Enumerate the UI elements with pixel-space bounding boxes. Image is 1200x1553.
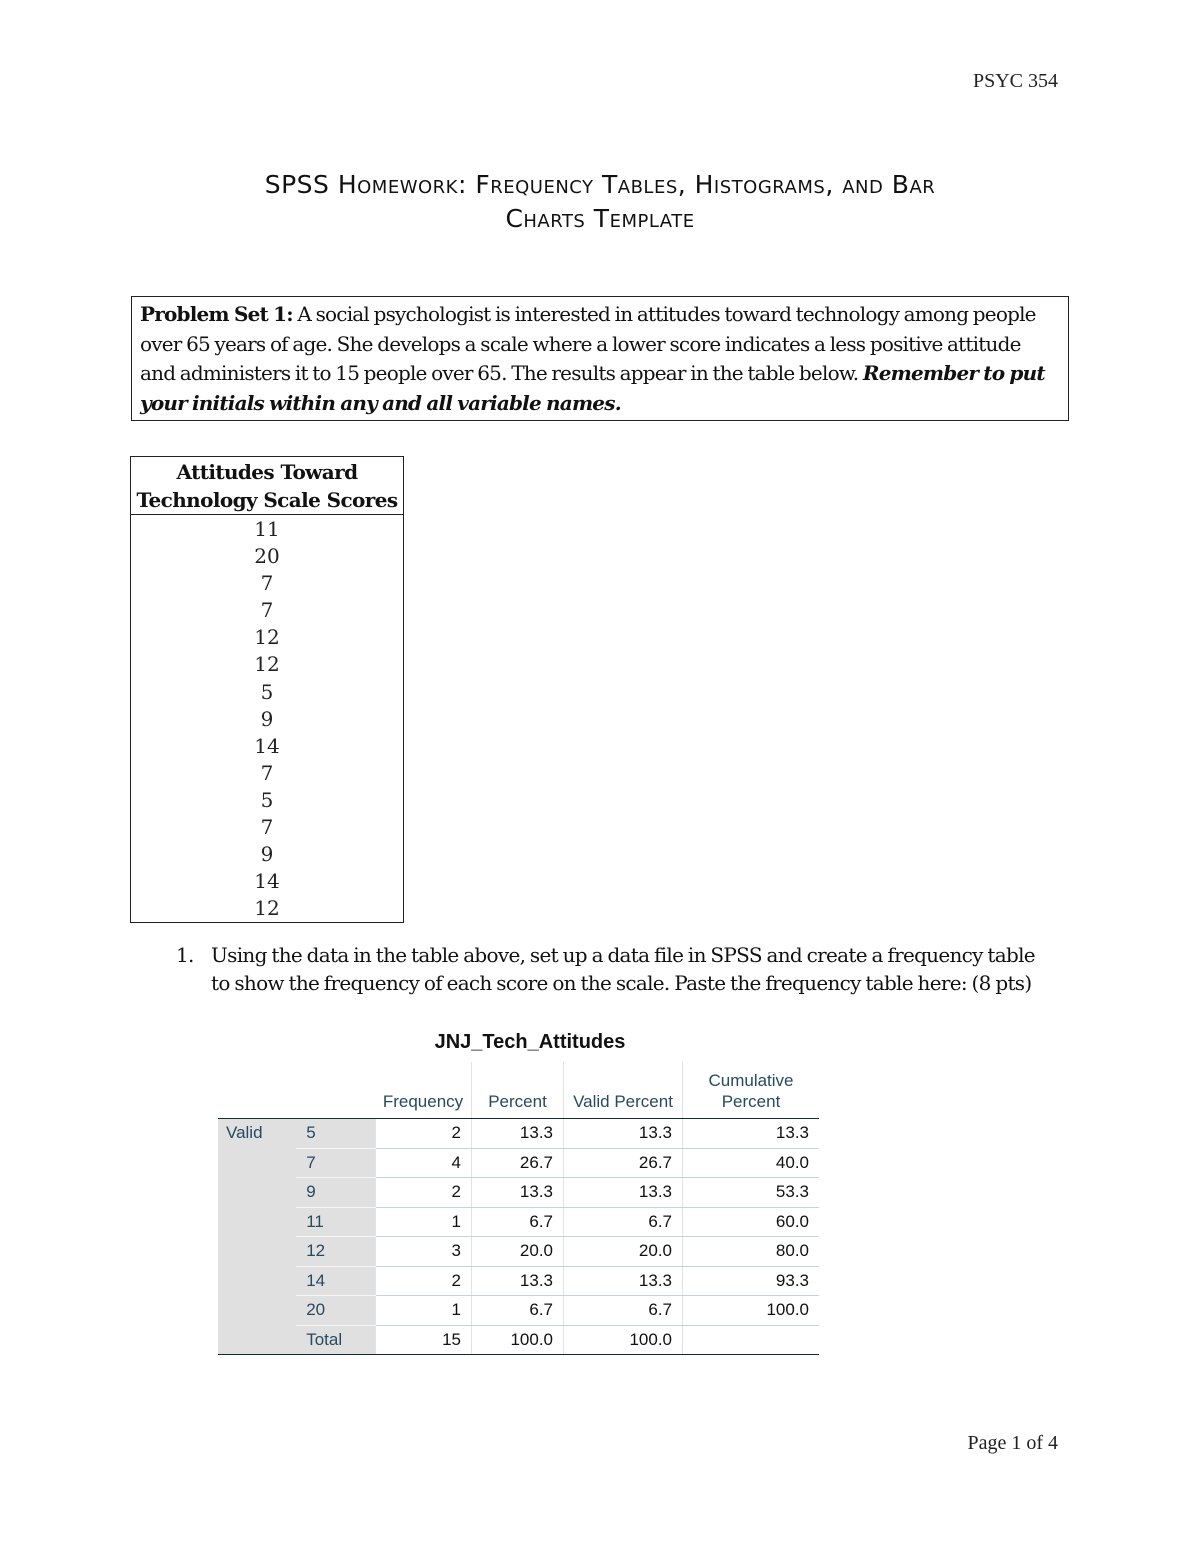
row-group-label: Valid [218, 1119, 296, 1355]
scores-header-line-1: Attitudes Toward [176, 460, 358, 484]
table-row [218, 1296, 819, 1326]
row-label: 14 [296, 1266, 375, 1296]
row-label: 9 [296, 1178, 375, 1208]
cell-frequency: 1 [375, 1296, 472, 1326]
table-row [218, 1237, 819, 1267]
course-code: PSYC 354 [972, 70, 1058, 92]
col-valid-percent: Valid Percent [564, 1062, 683, 1119]
cell-cumulative-percent: 80.0 [683, 1237, 820, 1267]
frequency-table [218, 1062, 819, 1355]
cell-cumulative-percent [683, 1325, 820, 1355]
col-frequency: Frequency [375, 1062, 472, 1119]
question-1 [176, 941, 1056, 997]
row-label: 7 [296, 1148, 375, 1178]
cell-valid-percent: 6.7 [564, 1207, 683, 1237]
question-text: Using the data in the table above, set up a data file in SPSS and create a frequency table to show the frequency of each score on the scale. Paste the frequency table here: (8 pts) [211, 943, 1035, 995]
cell-valid-percent: 6.7 [564, 1296, 683, 1326]
cell-cumulative-percent: 93.3 [683, 1266, 820, 1296]
score-value: 12 [254, 625, 280, 650]
cell-percent: 13.3 [472, 1266, 564, 1296]
score-value: 9 [260, 706, 274, 731]
page-number: Page 1 of 4 [967, 1432, 1058, 1454]
title-line-2: Charts Template [505, 204, 695, 233]
cell-cumulative-percent: 100.0 [683, 1296, 820, 1326]
scores-list [131, 515, 403, 922]
cell-frequency: 4 [375, 1148, 472, 1178]
row-label: 20 [296, 1296, 375, 1326]
cell-cumulative-percent: 40.0 [683, 1148, 820, 1178]
col-percent: Percent [472, 1062, 564, 1119]
score-value: 9 [260, 842, 274, 867]
problem-set-emphasis: Remember to put your initials within any and all variable names. [140, 361, 1045, 415]
cell-valid-percent: 20.0 [564, 1237, 683, 1267]
cell-valid-percent: 26.7 [564, 1148, 683, 1178]
cell-frequency: 2 [375, 1119, 472, 1149]
cell-valid-percent: 100.0 [564, 1325, 683, 1355]
cell-frequency: 1 [375, 1207, 472, 1237]
score-value: 12 [254, 896, 280, 921]
header-blank-cell [218, 1062, 375, 1119]
cell-percent: 100.0 [472, 1325, 564, 1355]
score-value: 7 [260, 598, 274, 623]
score-value: 14 [254, 733, 280, 758]
cell-percent: 20.0 [472, 1237, 564, 1267]
cell-cumulative-percent: 53.3 [683, 1178, 820, 1208]
table-row [218, 1148, 819, 1178]
cell-percent: 6.7 [472, 1296, 564, 1326]
col-cumulative-percent: Cumulative Percent [683, 1062, 820, 1119]
score-value: 5 [260, 679, 274, 704]
row-label: 11 [296, 1207, 375, 1237]
score-value: 14 [254, 869, 280, 894]
cell-valid-percent: 13.3 [564, 1178, 683, 1208]
title-line-1: SPSS Homework: Frequency Tables, Histograms, and Bar [264, 170, 936, 199]
cell-percent: 13.3 [472, 1119, 564, 1149]
table-row [218, 1266, 819, 1296]
row-label: Total [296, 1325, 375, 1355]
cell-frequency: 2 [375, 1266, 472, 1296]
frequency-table-title: JNJ_Tech_Attitudes [434, 1031, 626, 1053]
table-row [218, 1119, 819, 1149]
cell-percent: 13.3 [472, 1178, 564, 1208]
cell-valid-percent: 13.3 [564, 1266, 683, 1296]
cell-cumulative-percent: 13.3 [683, 1119, 820, 1149]
row-label: 5 [296, 1119, 375, 1149]
scores-table [130, 456, 404, 923]
score-value: 7 [260, 760, 274, 785]
row-label: 12 [296, 1237, 375, 1267]
table-row [218, 1207, 819, 1237]
scores-header-line-2: Technology Scale Scores [136, 488, 398, 512]
score-value: 12 [254, 652, 280, 677]
score-value: 7 [260, 815, 274, 840]
score-value: 5 [260, 787, 274, 812]
cell-frequency: 2 [375, 1178, 472, 1208]
cell-frequency: 15 [375, 1325, 472, 1355]
score-value: 7 [260, 571, 274, 596]
problem-set-box [131, 296, 1069, 421]
score-value: 20 [254, 544, 280, 569]
frequency-table-body [218, 1119, 819, 1355]
cell-valid-percent: 13.3 [564, 1119, 683, 1149]
question-number: 1. [176, 943, 194, 967]
table-row [218, 1325, 819, 1355]
scores-table-header [131, 457, 403, 515]
table-row [218, 1178, 819, 1208]
page-title [0, 168, 1200, 236]
cell-percent: 6.7 [472, 1207, 564, 1237]
score-value: 11 [254, 517, 280, 541]
cell-percent: 26.7 [472, 1148, 564, 1178]
problem-set-text: A social psychologist is interested in attitudes toward technology among people over 65 years of age. She develops a scale where a lower score indicates a less positive attitude and administers it to 15 people over 65. The results appear in the table below. [140, 302, 1036, 385]
cell-frequency: 3 [375, 1237, 472, 1267]
cell-cumulative-percent: 60.0 [683, 1207, 820, 1237]
frequency-table-header-row [218, 1062, 819, 1119]
problem-set-label: Problem Set 1: [140, 302, 293, 326]
